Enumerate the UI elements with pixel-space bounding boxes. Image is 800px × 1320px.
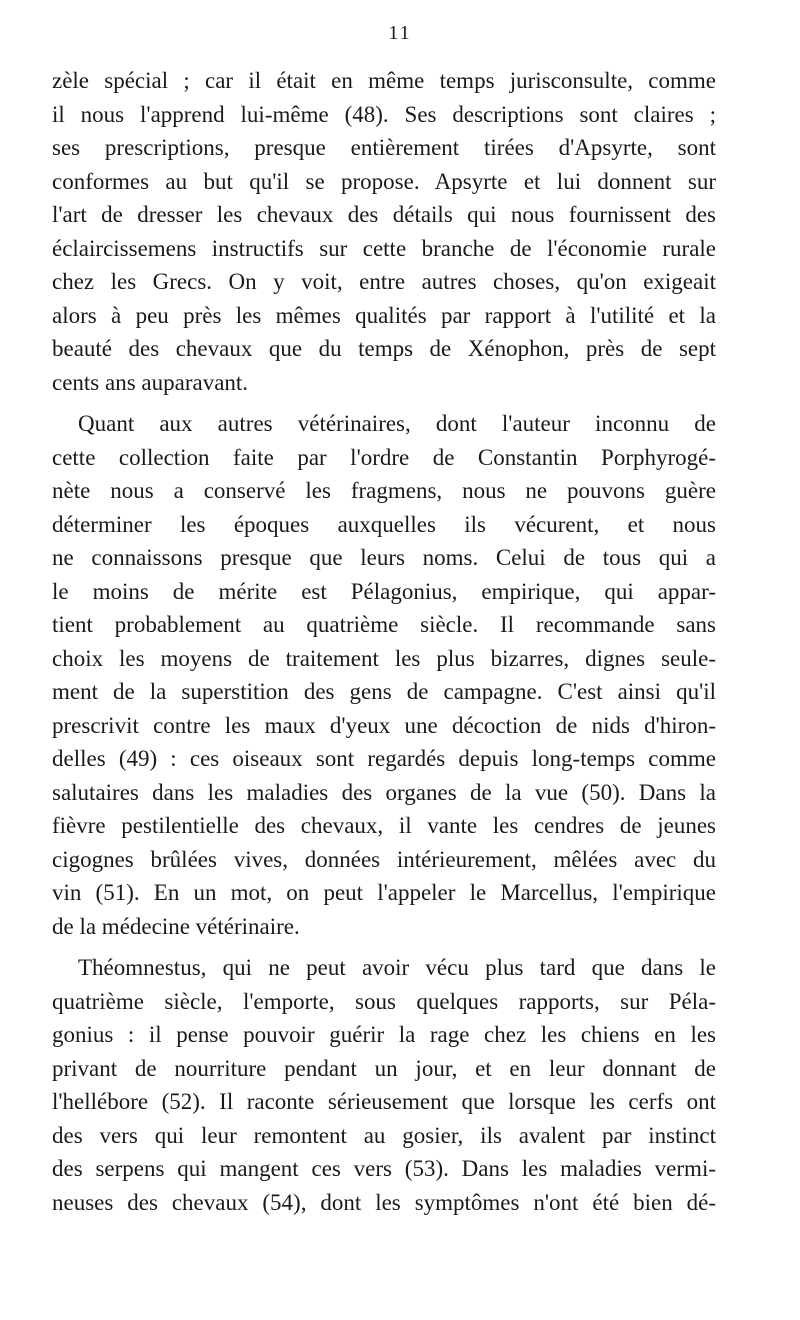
text-line: cigognes brûlées vives, données intérieurement, mêlées avec du — [52, 846, 716, 872]
text-line: gonius : il pense pouvoir guérir la rage chez les chiens en les — [52, 1022, 716, 1047]
text-line: salutaires dans les maladies des organes de la vue (50). Dans la — [52, 779, 716, 805]
text-line: nète nous a conservé les fragmens, nous ne pouvons guère — [52, 478, 716, 503]
page-number: 11 — [388, 22, 412, 44]
text-line: conformes au but qu'il se propose. Apsyrte et lui donnent sur — [52, 168, 716, 194]
text-line: fièvre pestilentielle des chevaux, il vante les cendres de jeunes — [52, 813, 716, 838]
text-line: alors à peu près les mêmes qualités par rapport à l'utilité et la — [52, 302, 716, 328]
text-line: ses prescriptions, presque entièrement tirées d'Apsyrte, sont — [52, 135, 716, 160]
text-line: chez les Grecs. On y voit, entre autres choses, qu'on exigeait — [52, 269, 716, 294]
text-line: déterminer les époques auxquelles ils vécurent, et nous — [52, 511, 716, 537]
text-line: éclaircissemens instructifs sur cette branche de l'économie rurale — [52, 235, 716, 261]
paragraph — [52, 407, 716, 943]
text-line: prescrivit contre les maux d'yeux une décoction de nids d'hiron- — [52, 712, 716, 738]
text-line: beauté des chevaux que du temps de Xénophon, près de sept — [52, 336, 716, 361]
text-line: des vers qui leur remontent au gosier, ils avalent par instinct — [52, 1122, 716, 1148]
text-line: ne connaissons presque que leurs noms. Celui de tous qui a — [52, 545, 716, 570]
text-line: vin (51). En un mot, on peut l'appeler le Marcellus, l'empirique — [52, 880, 716, 905]
text-line: zèle spécial ; car il était en même temps jurisconsulte, comme — [52, 68, 716, 93]
paragraph — [52, 951, 716, 1219]
text-line: cents ans auparavant. — [52, 369, 249, 395]
text-line: quatrième siècle, l'emporte, sous quelques rapports, sur Péla- — [52, 988, 716, 1014]
text-line: Quant aux autres vétérinaires, dont l'auteur inconnu de — [78, 411, 716, 436]
text-line: cette collection faite par l'ordre de Constantin Porphyrogé- — [52, 444, 716, 470]
text-line: l'art de dresser les chevaux des détails qui nous fournissent des — [52, 202, 716, 227]
text-line: ment de la superstition des gens de campagne. C'est ainsi qu'il — [52, 679, 716, 704]
text-line: Théomnestus, qui ne peut avoir vécu plus tard que dans le — [78, 955, 716, 980]
text-line: l'hellébore (52). Il raconte sérieusement que lorsque les cerfs ont — [52, 1089, 716, 1114]
text-line: de la médecine vétérinaire. — [52, 913, 300, 939]
text-line: neuses des chevaux (54), dont les symptômes n'ont été bien dé- — [52, 1189, 716, 1215]
paragraph — [52, 64, 716, 399]
text-line: delles (49) : ces oiseaux sont regardés depuis long-temps comme — [52, 746, 716, 771]
text-line: choix les moyens de traitement les plus bizarres, dignes seule- — [52, 645, 716, 671]
text-line: le moins de mérite est Pélagonius, empirique, qui appar- — [52, 578, 716, 604]
body-text — [52, 64, 716, 1219]
text-line: des serpens qui mangent ces vers (53). Dans les maladies vermi- — [52, 1156, 716, 1181]
text-line: tient probablement au quatrième siècle. Il recommande sans — [52, 612, 716, 637]
text-line: il nous l'apprend lui-même (48). Ses descriptions sont claires ; — [52, 101, 716, 127]
text-line: privant de nourriture pendant un jour, et en leur donnant de — [52, 1055, 716, 1081]
